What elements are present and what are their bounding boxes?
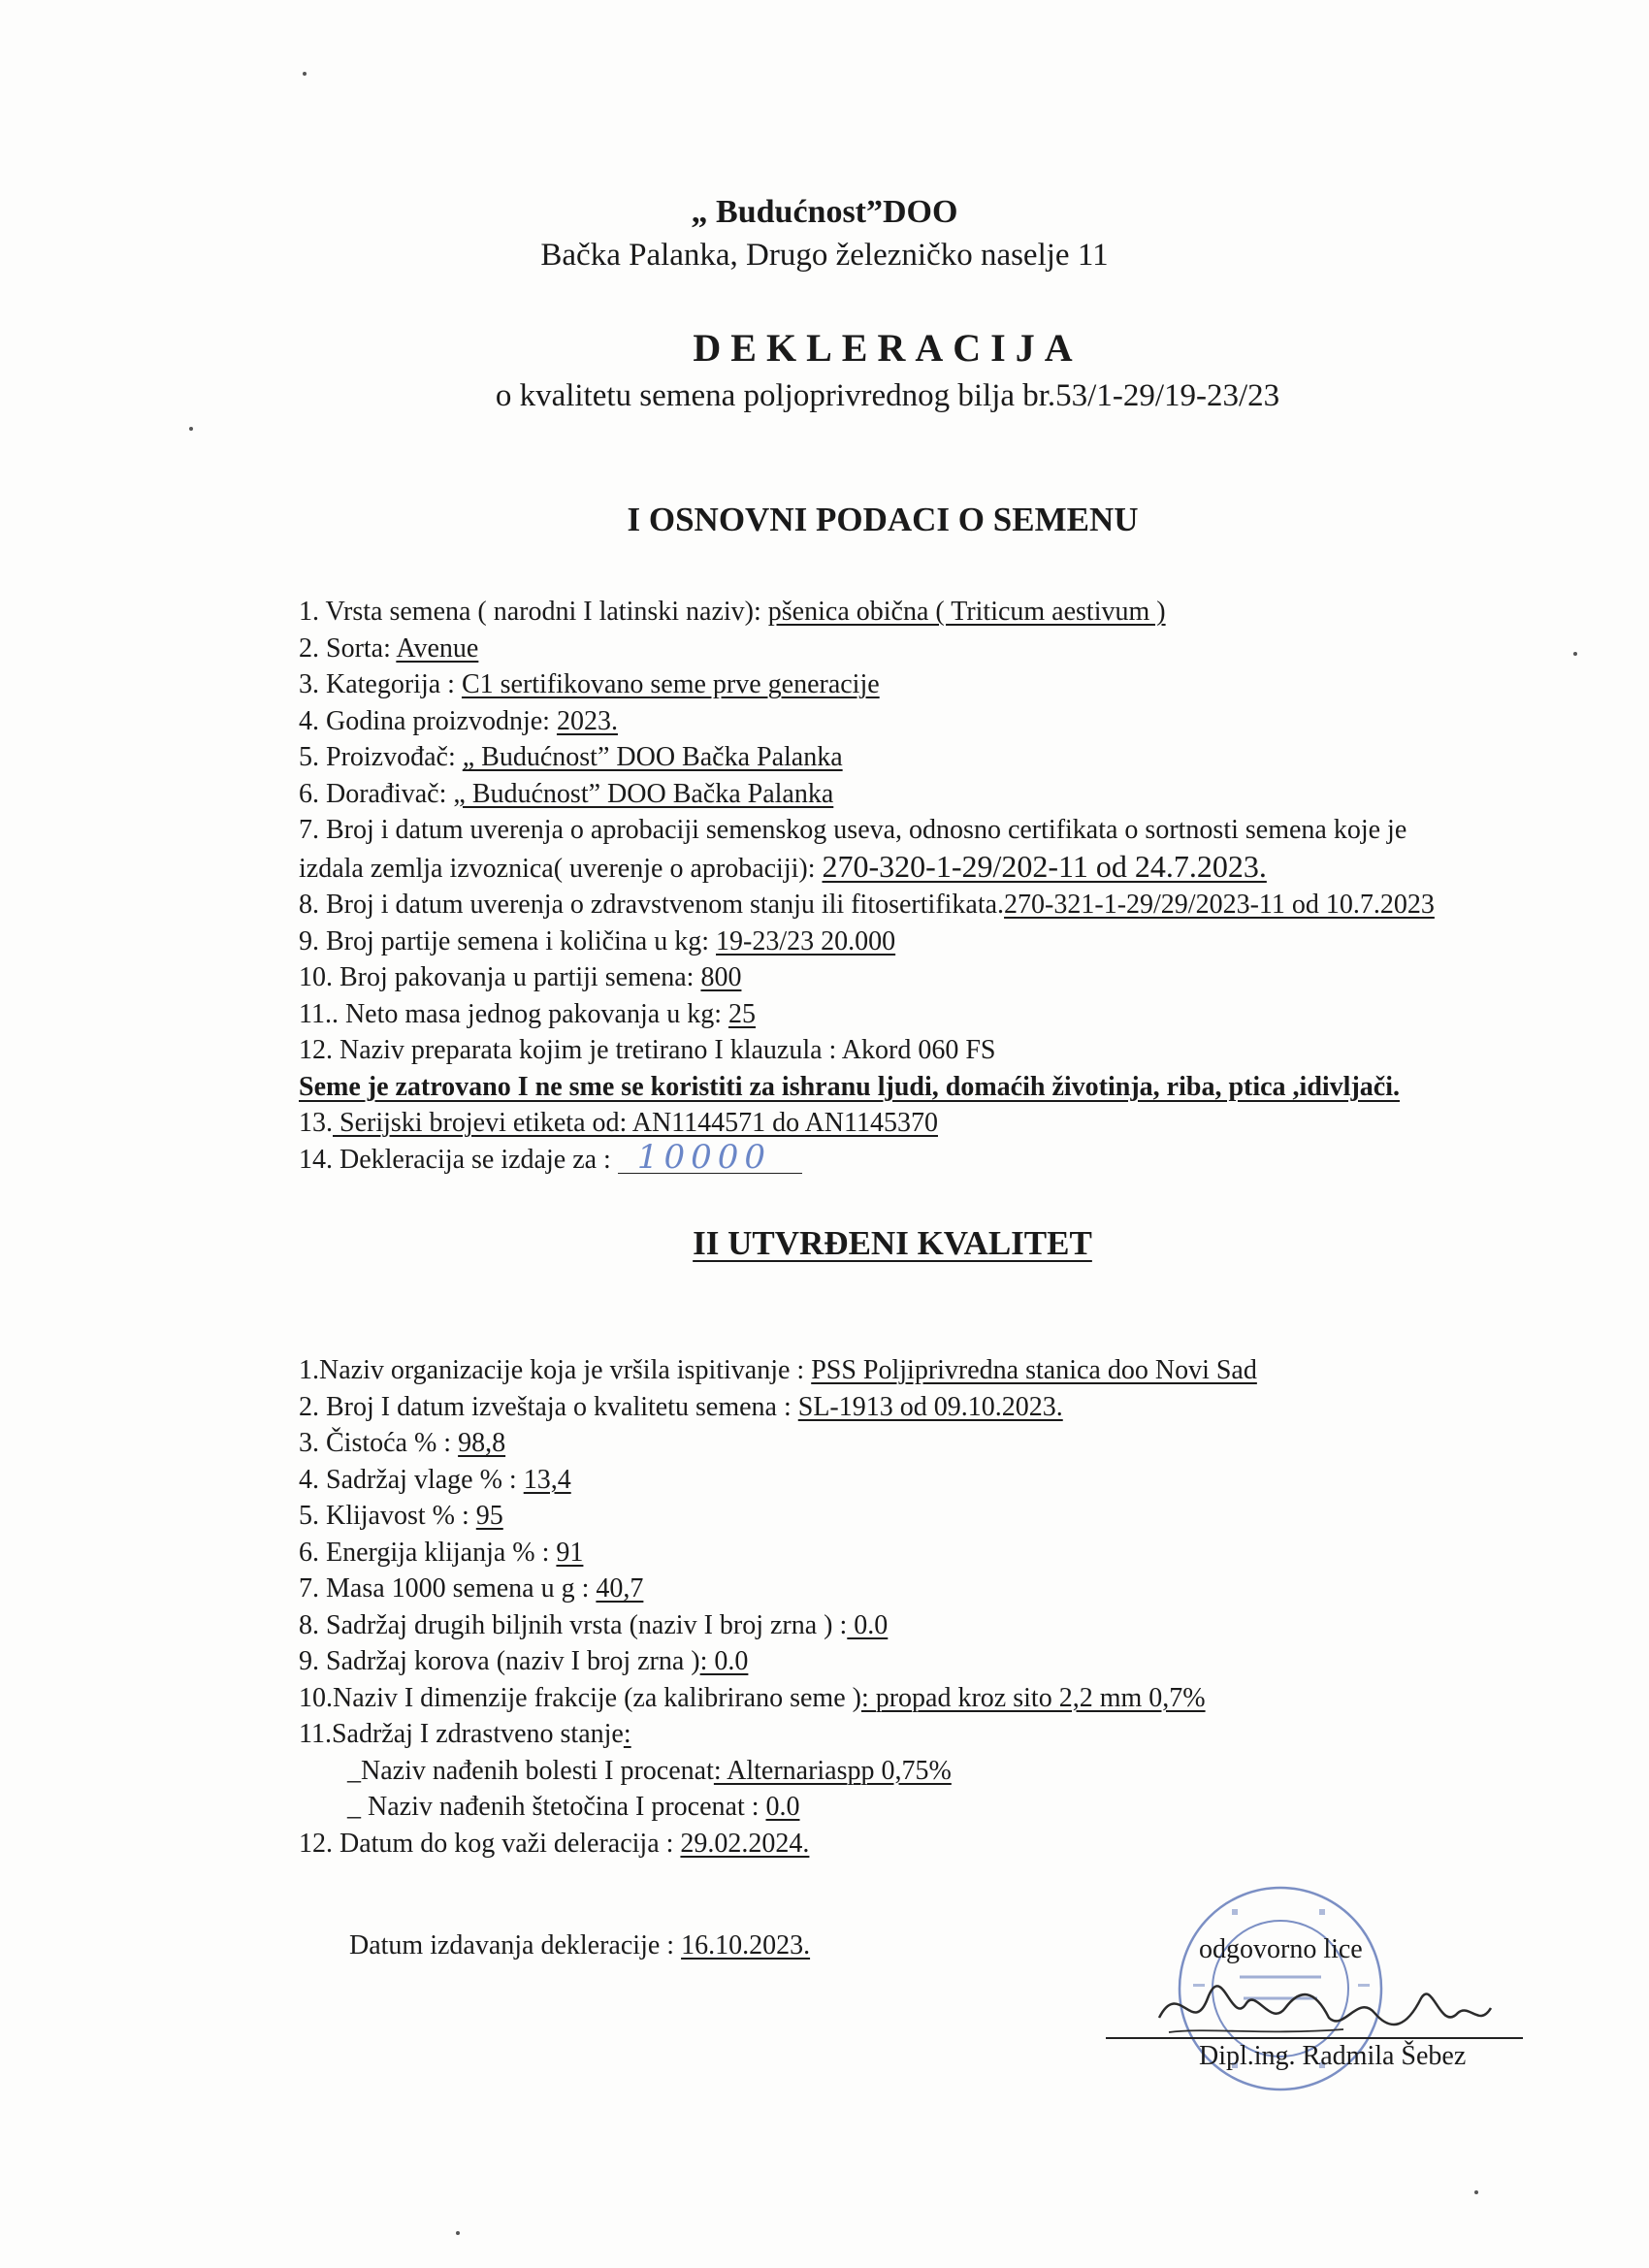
list-item: 6. Dorađivač: „ Budućnost” DOO Bačka Palanka [299, 778, 834, 809]
list-item: 3. Čistoća % : 98,8 [299, 1428, 506, 1458]
quality-data-list [299, 1352, 1589, 1862]
list-item: izdala zemlja izvoznica( uverenje o aprobaciji): 270-320-1-29/202-11 od 24.7.2023. [299, 848, 1267, 884]
list-item: 5. Klijavost % : 95 [299, 1501, 503, 1531]
list-item: 12. Naziv preparata kojim je tretirano I klauzula : Akord 060 FS [299, 1035, 996, 1065]
issue-date: Datum izdavanja dekleracije : 16.10.2023. [349, 1930, 811, 1960]
signature-line [1106, 2037, 1523, 2039]
list-item: 12. Datum do kog važi deleracija : 29.02.2024. [299, 1828, 810, 1859]
basic-data-list [299, 594, 1589, 1178]
scan-speck [1474, 2190, 1478, 2194]
list-item: 13. Serijski brojevi etiketa od: AN1144571 do AN1145370 [299, 1108, 938, 1138]
company-name: „ Budućnost”DOO [691, 194, 958, 230]
list-item: _Naziv nađenih bolesti I procenat: Alternariaspp 0,75% [347, 1755, 952, 1786]
list-item: 1.Naziv organizacije koja je vršila ispitivanje : PSS Poljiprivredna stanica doo Novi Sad [299, 1355, 1257, 1385]
scan-speck [456, 2231, 460, 2235]
signature-block [1106, 1882, 1533, 2105]
list-item: 7. Masa 1000 semena u g : 40,7 [299, 1573, 644, 1604]
poison-warning: Seme je zatrovano I ne sme se koristiti za ishranu ljudi, domaćih životinja, riba, ptica ,idivljači. [299, 1071, 1400, 1102]
list-item: 9. Broj partije semena i količina u kg: 19-23/23 20.000 [299, 925, 896, 956]
document-subtitle: o kvalitetu semena poljoprivrednog bilja br.53/1-29/19-23/23 [495, 378, 1280, 413]
list-item: 11.Sadržaj I zdrastveno stanje: [299, 1719, 631, 1749]
list-item: _ Naziv nađenih štetočina I procenat : 0.0 [347, 1792, 800, 1822]
list-item: 6. Energija klijanja % : 91 [299, 1537, 584, 1568]
list-item: 8. Sadržaj drugih biljnih vrsta (naziv I broj zrna ) : 0.0 [299, 1609, 889, 1640]
handwritten-quantity: 10000 [618, 1142, 802, 1174]
document-title: DEKLERACIJA [693, 326, 1083, 370]
list-item: 2. Broj I datum izveštaja o kvalitetu semena : SL-1913 od 09.10.2023. [299, 1391, 1063, 1422]
section-basic-data-heading: I OSNOVNI PODACI O SEMENU [627, 501, 1139, 538]
section-quality-heading: II UTVRĐENI KVALITET [693, 1224, 1092, 1262]
list-item: 1. Vrsta semena ( narodni I latinski naziv): pšenica obična ( Triticum aestivum ) [299, 597, 1166, 627]
list-item: 2. Sorta: Avenue [299, 632, 479, 664]
list-item: 3. Kategorija : C1 sertifikovano seme prve generacije [299, 669, 880, 699]
responsible-person-label: odgovorno lice [1199, 1934, 1363, 1964]
list-item: 8. Broj i datum uverenja o zdravstvenom stanju ili fitosertifikata.270-321-1-29/29/2023-11 od 10.7.2023 [299, 890, 1435, 920]
list-item: 9. Sadržaj korova (naziv I broj zrna ): 0.0 [299, 1646, 749, 1676]
list-item: 7. Broj i datum uverenja o aprobaciji semenskog useva, odnosno certifikata o sortnosti semena koje je [299, 815, 1407, 845]
handwritten-signature [1149, 1960, 1499, 2047]
list-item: 10. Broj pakovanja u partiji semena: 800 [299, 962, 742, 992]
scan-speck [303, 72, 307, 76]
list-item: 4. Sadržaj vlage % : 13,4 [299, 1464, 571, 1495]
list-item: 4. Godina proizvodnje: 2023. [299, 705, 618, 736]
scan-speck [1573, 652, 1577, 656]
list-item: 14. Dekleracija se izdaje za : 10000 [299, 1142, 1589, 1179]
company-address: Bačka Palanka, Drugo železničko naselje 11 [540, 238, 1109, 273]
scan-speck [189, 427, 193, 431]
signatory-name: Dipl.ing. Radmila Šebez [1199, 2041, 1467, 2071]
list-item: 11.. Neto masa jednog pakovanja u kg: 25 [299, 998, 756, 1029]
list-item: 10.Naziv I dimenzije frakcije (za kalibrirano seme ): propad kroz sito 2,2 mm 0,7% [299, 1682, 1206, 1713]
list-item: 5. Proizvođač: „ Budućnost” DOO Bačka Palanka [299, 742, 843, 772]
